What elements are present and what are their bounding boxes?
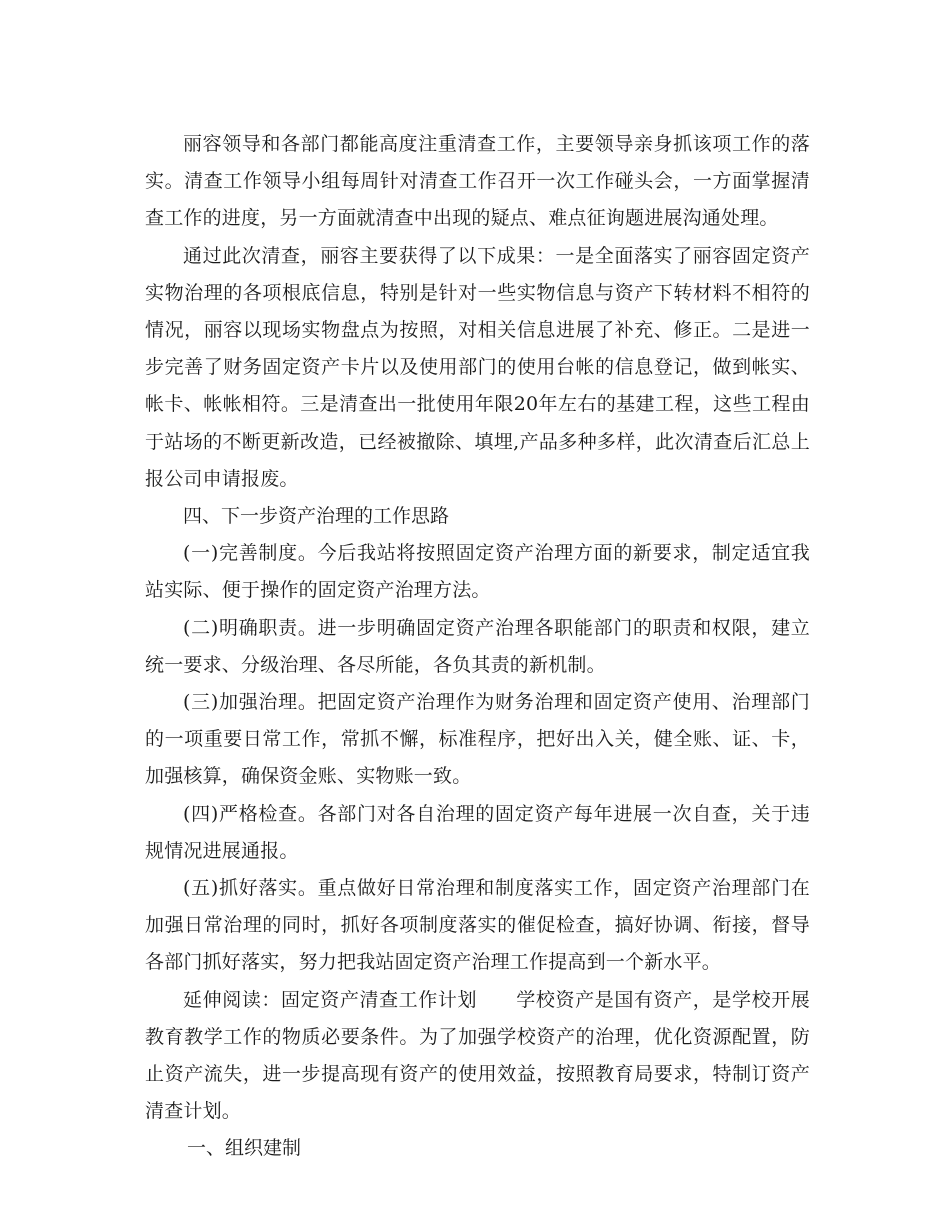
paragraph-clarify-duties: (二)明确职责。进一步明确固定资产治理各职能部门的职责和权限，建立统一要求、分级治理、各尽所能，各负其责的新机制。: [145, 616, 810, 676]
paragraph-extended-reading: 延伸阅读：固定资产清查工作计划 学校资产是国有资产，是学校开展教育教学工作的物质必要条件。为了加强学校资产的治理，优化资源配置，防止资产流失，进一步提高现有资产的使用效益，按照教育局要求，特制订资产清查计划。: [145, 988, 810, 1123]
paragraph-strict-inspection: (四)严格检查。各部门对各自治理的固定资产每年进展一次自查，关于违规情况进展通报。: [145, 802, 810, 862]
paragraph-inspection-leadership: 丽容领导和各部门都能高度注重清查工作，主要领导亲身抓该项工作的落实。清查工作领导小组每周针对清查工作召开一次工作碰头会，一方面掌握清查工作的进度，另一方面就清查中出现的疑点、难点征询题进展沟通处理。: [145, 133, 810, 230]
section-heading-next-steps: 四、下一步资产治理的工作思路: [183, 505, 450, 528]
section-heading-organization: 一、组织建制: [187, 1137, 302, 1160]
paragraph-strengthen-management: (三)加强治理。把固定资产治理作为财务治理和固定资产使用、治理部门的一项重要日常工作，常抓不懈，标准程序，把好出入关，健全账、证、卡，加强核算，确保资金账、实物账一致。: [145, 691, 810, 788]
paragraph-improve-system: (一)完善制度。今后我站将按照固定资产治理方面的新要求，制定适宜我站实际、便于操作的固定资产治理方法。: [145, 542, 810, 602]
paragraph-inspection-results: 通过此次清查，丽容主要获得了以下成果：一是全面落实了丽容固定资产实物治理的各项根底信息，特别是针对一些实物信息与资产下转材料不相符的情况，丽容以现场实物盘点为按照，对相关信息进展了补充、修正。二是进一步完善了财务固定资产卡片以及使用部门的使用台帐的信息登记，做到帐实、帐卡、帐帐相符。三是清查出一批使用年限20年左右的基建工程，这些工程由于站场的不断更新改造，已经被撤除、填埋,产品多种多样，此次清查后汇总上报公司申请报废。: [145, 244, 810, 490]
paragraph-implementation: (五)抓好落实。重点做好日常治理和制度落实工作，固定资产治理部门在加强日常治理的同时，抓好各项制度落实的催促检查，搞好协调、衔接，督导各部门抓好落实，努力把我站固定资产治理工作提高到一个新水平。: [145, 877, 810, 974]
document-body: [145, 126, 810, 1168]
